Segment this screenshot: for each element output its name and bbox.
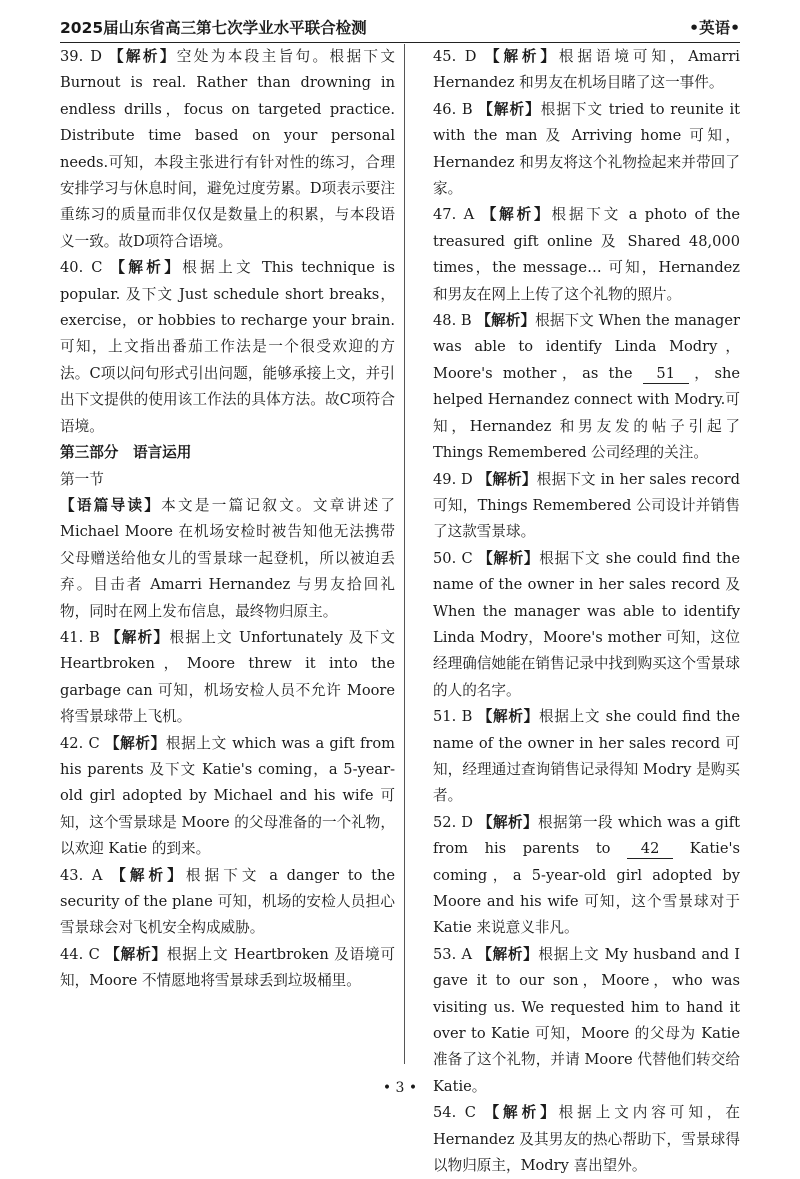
analysis-tag: 【解析】 <box>104 734 166 752</box>
answer-42 <box>60 731 395 863</box>
analysis-text: 根据下文 a photo of the treasured gift online 及 Shared 48,000 times，the message… 可知，Hernandez 和男友在网上上传了这个礼物的照片。 <box>433 206 741 303</box>
answer-45 <box>433 44 740 97</box>
answer-46 <box>433 97 740 203</box>
analysis-text: 根据下文 she could find the name of the owner in her sales record 及 When the manager was able to identify Linda Modry，Moore's mother 可知，这位经理确信她能在销售记录中找到购买这个雪景球的人的名字。 <box>433 549 741 699</box>
answer-number: 41. B <box>60 628 100 646</box>
answer-53 <box>433 942 740 1100</box>
analysis-tag: 【解析】 <box>477 708 539 726</box>
left-column <box>60 44 395 995</box>
analysis-text: 根据上文 she could find the name of the owner in her sales record 可知，经理通过查询销售记录得知 Modry 是购买者。 <box>433 708 741 805</box>
analysis-tag: 【解析】 <box>476 312 536 330</box>
right-column <box>433 44 740 1179</box>
analysis-tag: 【解析】 <box>477 470 537 488</box>
answer-39 <box>60 44 395 255</box>
analysis-text: ，she helped Hernandez connect with Modry.可知，Hernandez 和男友发的帖子引起了 Things Remembered 公司经理的关注。 <box>433 364 741 462</box>
answer-number: 47. A <box>433 206 475 224</box>
answer-number: 45. D <box>433 48 477 65</box>
analysis-tag: 【解析】 <box>484 1104 559 1122</box>
answer-number: 39. D <box>60 48 102 65</box>
fill-blank: 42 <box>627 840 673 859</box>
answer-number: 42. C <box>60 734 100 752</box>
answer-43 <box>60 863 395 942</box>
answer-51 <box>433 704 740 810</box>
answer-41 <box>60 625 395 731</box>
analysis-text: 根据下文 a danger to the security of the plane 可知，机场的安检人员担心雪景球会对飞机安全构成威胁。 <box>60 866 396 937</box>
answer-40 <box>60 255 395 440</box>
analysis-tag: 【解析】 <box>484 48 559 65</box>
passage-guide <box>60 493 395 625</box>
page-header <box>60 14 740 43</box>
analysis-text: Katie's coming，a 5-year-old girl adopted by Moore and his wife 可知，这个雪景球对于 Katie 来说意义非凡。 <box>433 840 740 937</box>
answer-number: 44. C <box>60 945 100 963</box>
analysis-text: 根据上文 which was a gift from his parents 及下文 Katie's coming，a 5-year-old girl adopted by Michael and his wife 可知，这个雪景球是 Moore 的父母准备的一个礼物，以欢迎 Katie 的到来。 <box>60 734 395 858</box>
exam-title: 2025届山东省高三第七次学业水平联合检测 <box>60 19 367 37</box>
answer-44 <box>60 942 395 995</box>
answer-number: 43. A <box>60 866 103 884</box>
subsection-heading: 第一节 <box>60 470 104 488</box>
fill-blank: 51 <box>643 365 689 384</box>
analysis-tag: 【解析】 <box>478 100 541 118</box>
answer-number: 46. B <box>433 100 473 118</box>
guide-tag: 【语篇导读】 <box>60 496 162 514</box>
answer-number: 52. D <box>433 813 473 831</box>
analysis-tag: 【解析】 <box>481 206 552 224</box>
answer-number: 51. B <box>433 708 473 726</box>
analysis-text: 根据上文 Unfortunately 及下文 Heartbroken，Moore threw it into the garbage can 可知，机场安检人员不允许 Moore 将雪景球带上飞机。 <box>60 628 395 726</box>
analysis-tag: 【解析】 <box>111 866 186 884</box>
analysis-text: 根据下文 When the manager was able to identify Linda Modry，Moore's mother，as the <box>433 312 740 382</box>
analysis-tag: 【解析】 <box>478 813 539 831</box>
analysis-tag: 【解析】 <box>477 945 539 963</box>
analysis-text: 根据上文 Heartbroken 及语境可知，Moore 不情愿地将雪景球丢到垃圾桶里。 <box>60 945 396 990</box>
answer-number: 49. D <box>433 470 473 488</box>
answer-48 <box>433 308 740 466</box>
column-divider <box>404 44 405 1064</box>
subject-label: •英语• <box>689 19 740 37</box>
analysis-text: 根据上文 This technique is popular. 及下文 Just schedule short breaks，exercise，or hobbies to recharge your brain.可知，上文指出番茄工作法是一个很受欢迎的方法。C项以问句形式引出问题，能够承接上文，并引出下文提供的使用该工作法的具体方法。故C项符合语境。 <box>60 259 395 435</box>
answer-49 <box>433 467 740 546</box>
section-heading: 第三部分 语言运用 <box>60 444 192 462</box>
page-number: • 3 • <box>382 1080 418 1096</box>
analysis-text: 空处为本段主旨句。根据下文 Burnout is real. Rather than drowning in endless drills，focus on targeted practice. Distribute time based on your personal needs.可知，本段主张进行有针对性的练习，合理安排学习与休息时间，避免过度劳累。D项表示要注重练习的质量而非仅仅是数量上的积累，与本段语义一致。故D项符合语境。 <box>60 48 395 250</box>
answer-52 <box>433 810 740 942</box>
analysis-text: 根据第一段 which was a gift from his parents to <box>433 813 740 858</box>
analysis-text: 根据下文 tried to reunite it with the man 及 Arriving home 可知，Hernandez 和男友将这个礼物捡起来并带回了家。 <box>433 100 740 198</box>
answer-number: 50. C <box>433 549 473 567</box>
analysis-tag: 【解析】 <box>108 48 177 65</box>
answer-number: 54. C <box>433 1104 476 1122</box>
answer-54 <box>433 1100 740 1179</box>
analysis-text: 根据上文 My husband and I gave it to our son，Moore，who was visiting us. We requested him to hand it over to Katie 可知，Moore 的父母为 Katie 准备了这个礼物，并请 Moore 代替他们转交给 Katie。 <box>433 945 740 1095</box>
answer-number: 53. A <box>433 945 473 963</box>
analysis-tag: 【解析】 <box>105 945 167 963</box>
answer-number: 48. B <box>433 312 472 330</box>
analysis-text: 根据语境可知，Amarri Hernandez 和男友在机场目睹了这一事件。 <box>433 48 740 92</box>
answer-50 <box>433 546 740 704</box>
answer-number: 40. C <box>60 259 103 277</box>
analysis-tag: 【解析】 <box>110 259 183 277</box>
analysis-tag: 【解析】 <box>478 549 540 567</box>
answer-47 <box>433 202 740 308</box>
analysis-text: 根据上文内容可知，在 Hernandez 及其男友的热心帮助下，雪景球得以物归原主，Modry 喜出望外。 <box>433 1104 740 1175</box>
analysis-tag: 【解析】 <box>105 628 170 646</box>
analysis-text: 根据下文 in her sales record 可知，Things Remembered 公司设计并销售了这款雪景球。 <box>433 470 740 541</box>
guide-text: 本文是一篇记叙文。文章讲述了Michael Moore 在机场安检时被告知他无法携带父母赠送给他女儿的雪景球一起登机，所以被迫丢弃。目击者 Amarri Hernandez 与男友拾回礼物，同时在网上发布信息，最终物归原主。 <box>60 496 395 620</box>
